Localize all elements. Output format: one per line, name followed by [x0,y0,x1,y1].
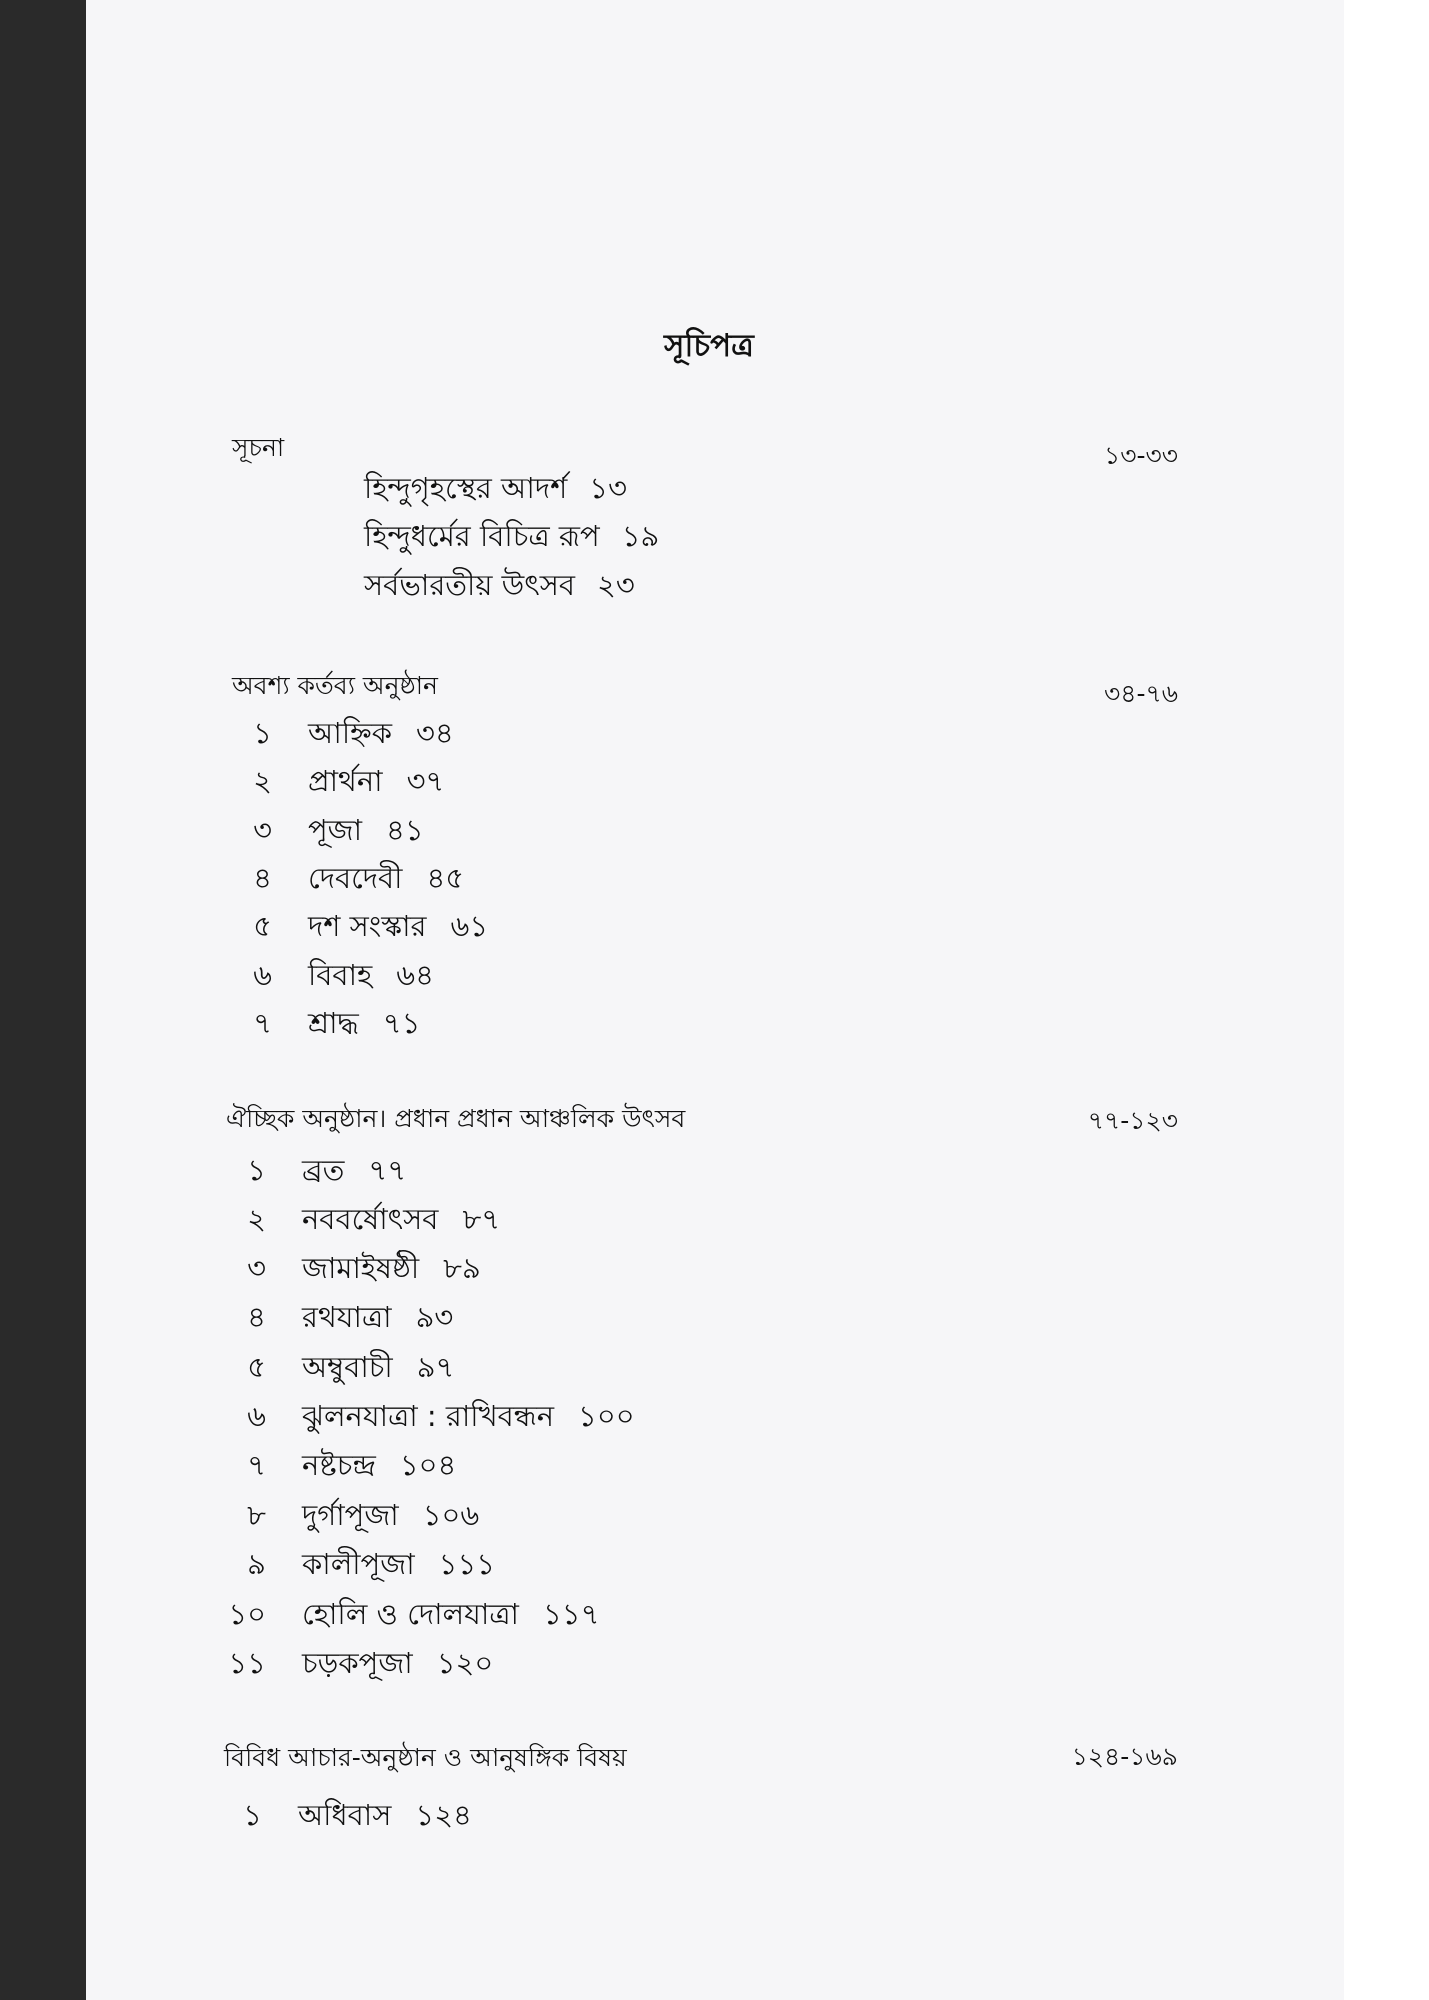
section-title: বিবিধ আচার-অনুষ্ঠান ও আনুষঙ্গিক বিষয় [224,1743,627,1772]
entry-title: পূজা [308,813,363,847]
entry-page-number: ১১১ [438,1547,496,1581]
entry-number: ৬ [247,1399,266,1433]
entry-number: ১ [243,1798,262,1832]
entry-number: ৩ [247,1251,266,1285]
toc-entry [206,1443,456,1492]
entry-page-number: ১০৪ [399,1448,457,1482]
entry-title: ঝুলনযাত্রা : রাখিবন্ধন [302,1399,555,1433]
entry-number: ২ [253,764,272,798]
entry-number: ৩ [253,813,272,847]
entry-title: জামাইষষ্ঠী [302,1251,420,1285]
entry-page-number: ৮৯ [443,1251,481,1285]
entry-number: ১ [253,716,272,750]
entry-number: ১ [247,1153,266,1187]
entry-title: দুর্গাপূজা [302,1498,399,1532]
entry-page-number: ১২০ [436,1646,494,1680]
entry-title: নববর্ষোৎসব [302,1202,439,1236]
entry-number: ৫ [253,909,272,943]
toc-entry [202,1793,472,1842]
toc-entry [212,953,434,1002]
toc-entry [212,759,444,808]
toc-entry [364,514,659,563]
toc-entry [206,1246,481,1295]
toc-entry [206,1295,453,1344]
section-page-range: ১৩-৩৩ [1103,441,1178,470]
entry-number: ৫ [247,1350,266,1384]
toc-entry [364,466,627,515]
entry-page-number: ১০০ [578,1399,635,1433]
entry-page-number: ৩৪ [415,716,454,750]
entry-number: ৬ [253,958,272,992]
entry-page-number: ৯৩ [415,1300,454,1334]
entry-title: দশ সংস্কার [308,909,427,943]
entry-page-number: ১৩ [589,471,627,505]
entry-title: হিন্দুধর্মের বিচিত্র রূপ [364,519,600,553]
entry-page-number: ৩৭ [406,764,445,798]
toc-entry [212,711,454,760]
entry-number: ৭ [253,1006,272,1040]
page-edge [1344,0,1429,2000]
section-title: সূচনা [232,433,285,462]
entry-title: ব্রত [302,1153,345,1187]
entry-title: নষ্টচন্দ্র [302,1448,376,1482]
toc-entry [212,808,424,857]
toc-entry [206,1592,599,1641]
entry-title: বিবাহ [308,958,373,992]
toc-entry [206,1394,635,1443]
section-page-range: ৩৪-৭৬ [1103,679,1178,708]
toc-entry [206,1197,500,1246]
entry-number: ২ [247,1202,266,1236]
section-page-range: ১২৪-১৬৯ [1071,1742,1178,1771]
toc-entry [212,1001,420,1050]
toc-entry [212,904,488,953]
entry-title: আহ্নিক [308,716,392,750]
entry-title: দেবদেবী [308,861,403,895]
toc-entry [206,1542,495,1591]
book-page [86,0,1344,2000]
entry-title: কালীপূজা [302,1547,415,1581]
page-title: সূচিপত্র [664,328,754,364]
entry-title: শ্রাদ্ধ [308,1006,359,1040]
toc-entry [206,1641,493,1690]
entry-title: চড়কপূজা [302,1646,413,1680]
entry-page-number: ১৯ [621,519,660,553]
entry-page-number: ৮৭ [462,1202,501,1236]
entry-page-number: ১০৬ [422,1498,480,1532]
toc-entry [364,563,635,612]
entry-title: অম্বুবাচী [302,1350,393,1384]
entry-title: প্রার্থনা [308,764,383,798]
section-title: ঐচ্ছিক অনুষ্ঠান। প্রধান প্রধান আঞ্চলিক উৎসব [226,1104,686,1133]
entry-number: ৯ [247,1547,266,1581]
entry-page-number: ৪৫ [426,861,465,895]
entry-number: ৪ [247,1300,266,1334]
toc-entry [212,856,464,905]
toc-entry [206,1148,406,1197]
entry-page-number: ২৩ [597,568,635,602]
toc-entry [206,1493,479,1542]
entry-title: হিন্দুগৃহস্থের আদর্শ [364,471,568,505]
entry-page-number: ১২৪ [415,1798,472,1832]
entry-number: ১১ [228,1646,266,1680]
entry-title: অধিবাস [298,1798,392,1832]
entry-page-number: ৬৪ [396,958,434,992]
section-title: অবশ্য কর্তব্য অনুষ্ঠান [232,671,438,700]
entry-number: ৪ [253,861,272,895]
entry-page-number: ৭৭ [368,1153,407,1187]
section-page-range: ৭৭-১২৩ [1087,1106,1178,1135]
entry-page-number: ৭১ [382,1006,421,1040]
entry-page-number: ৯৭ [416,1350,455,1384]
entry-page-number: ৬১ [450,909,489,943]
entry-page-number: ৪১ [386,813,424,847]
entry-title: হোলি ও দোলযাত্রা [302,1597,519,1631]
toc-entry [206,1345,454,1394]
entry-number: ৭ [247,1448,266,1482]
entry-number: ৮ [247,1498,266,1532]
entry-page-number: ১১৭ [542,1597,600,1631]
entry-title: রথযাত্রা [302,1300,392,1334]
entry-number: ১০ [228,1597,266,1631]
entry-title: সর্বভারতীয় উৎসব [364,568,576,602]
